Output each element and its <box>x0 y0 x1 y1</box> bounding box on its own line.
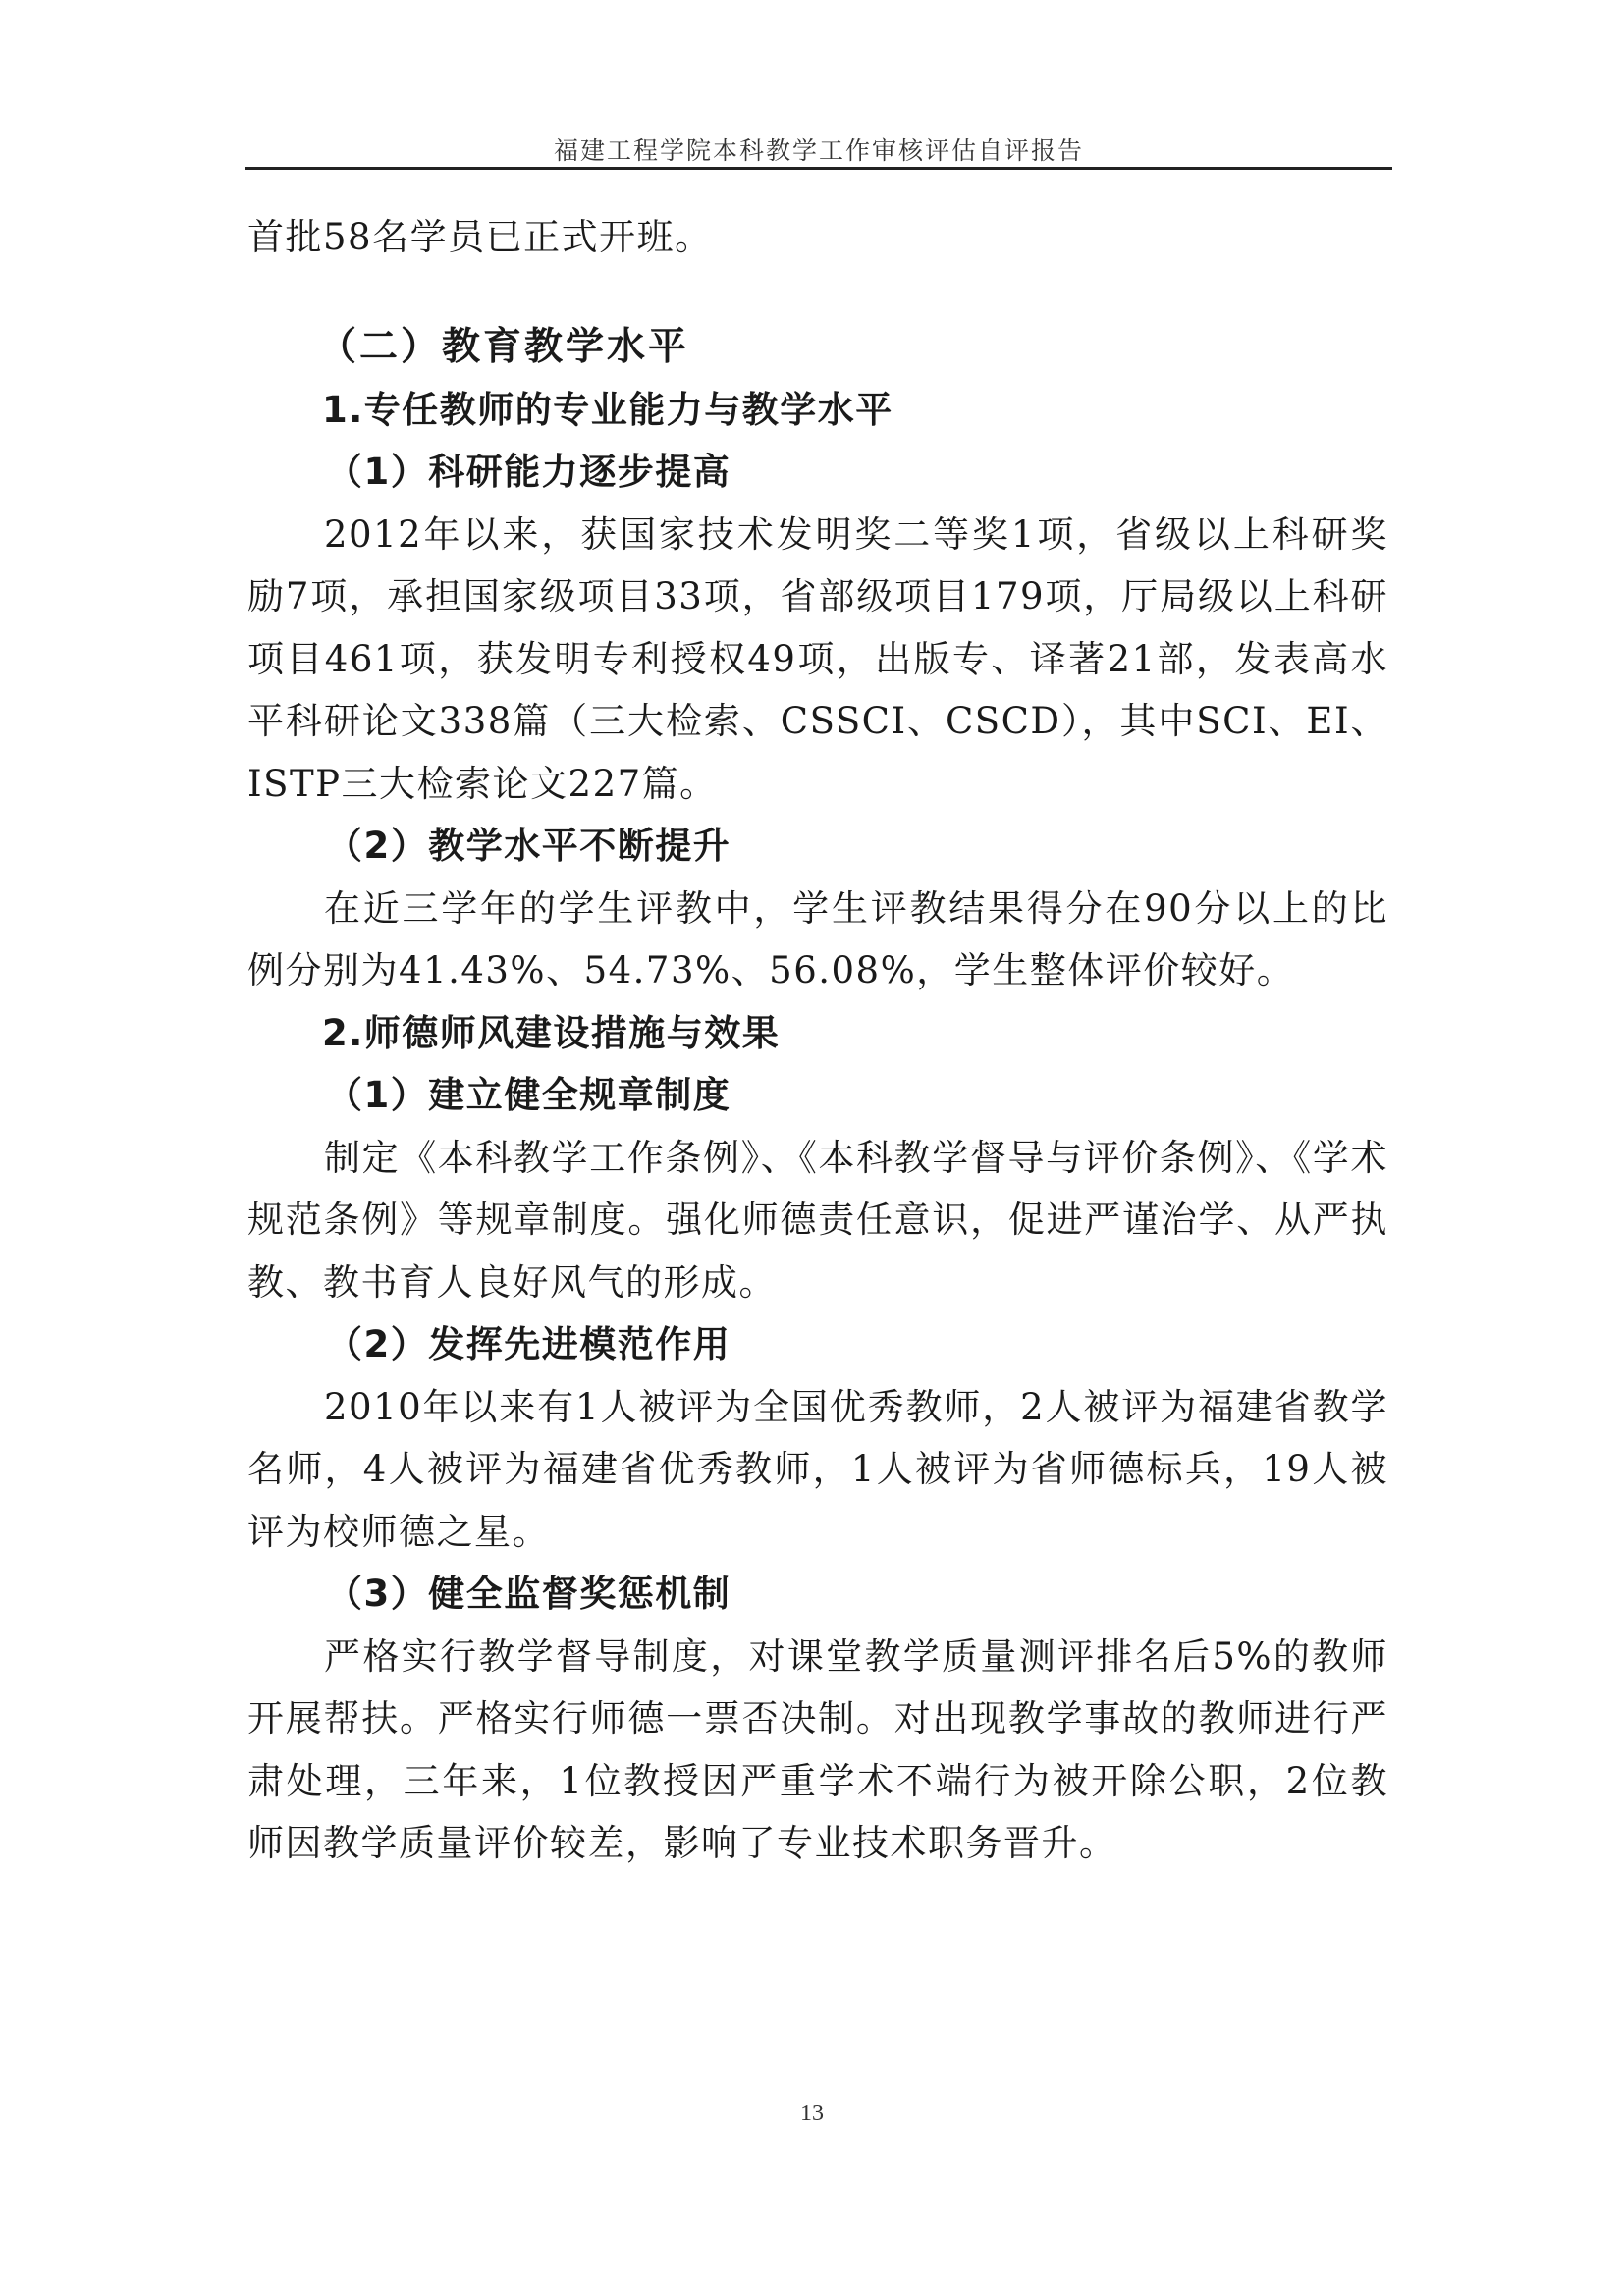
continuation-paragraph: 首批58名学员已正式开班。 <box>247 216 713 258</box>
section-heading: （二）教育教学水平 <box>318 324 690 369</box>
item-heading-rules: （1）建立健全规章制度 <box>326 1074 731 1116</box>
page-number: 13 <box>800 2101 824 2126</box>
section-gap <box>247 269 1388 316</box>
subsection-heading-1: 1.专任教师的专业能力与教学水平 <box>322 388 893 431</box>
item-heading-teaching: （2）教学水平不断提升 <box>326 825 731 867</box>
subsection-heading-2: 2.师德师风建设措施与效果 <box>322 1011 781 1054</box>
paragraph-rules: 制定《本科教学工作条例》、《本科教学督导与评价条例》、《学术规范条例》等规章制度。强化师德责任意识，促进严谨治学、从严执教、教书育人良好风气的形成。 <box>247 1136 1388 1304</box>
item-heading-supervision: （3）健全监督奖惩机制 <box>326 1573 731 1615</box>
paragraph-research: 2012年以来，获国家技术发明奖二等奖1项，省级以上科研奖励7项，承担国家级项目33项，省部级项目179项，厅局级以上科研项目461项，获发明专利授权49项，出版专、译著21部，发表高水平科研论文338篇（三大检索、CSSCI、CSCD），其中SCI、EI、ISTP三大检索论文227篇。 <box>247 512 1388 805</box>
item-heading-research: （1）科研能力逐步提高 <box>326 451 731 493</box>
running-header: 福建工程学院本科教学工作审核评估自评报告 <box>553 136 1084 165</box>
header-rule <box>245 167 1392 170</box>
item-heading-models: （2）发挥先进模范作用 <box>326 1323 731 1365</box>
paragraph-teaching: 在近三学年的学生评教中，学生评教结果得分在90分以上的比例分别为41.43%、54.73%、56.08%，学生整体评价较好。 <box>247 886 1388 991</box>
document-body <box>247 206 1388 1875</box>
paragraph-models: 2010年以来有1人被评为全国优秀教师，2人被评为福建省教学名师，4人被评为福建省优秀教师，1人被评为省师德标兵，19人被评为校师德之星。 <box>247 1385 1388 1553</box>
paragraph-supervision: 严格实行教学督导制度，对课堂教学质量测评排名后5%的教师开展帮扶。严格实行师德一票否决制。对出现教学事故的教师进行严肃处理，三年来，1位教授因严重学术不端行为被开除公职，2位教师因教学质量评价较差，影响了专业技术职务晋升。 <box>247 1634 1388 1864</box>
